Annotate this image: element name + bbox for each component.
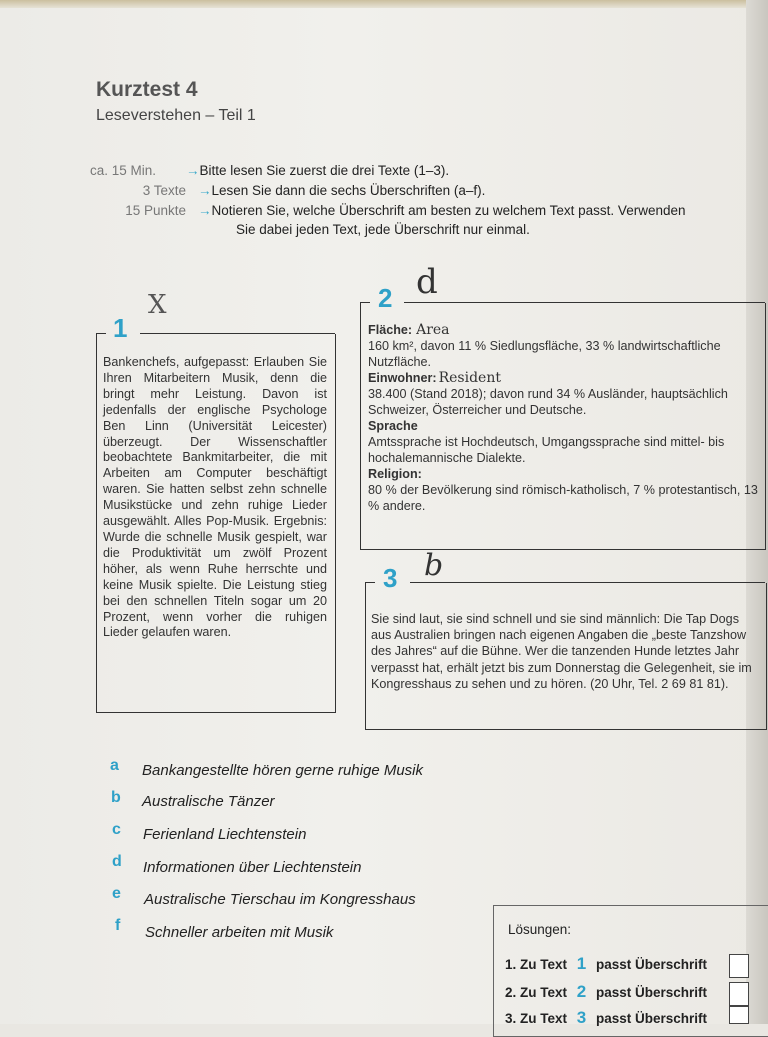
solution-suffix: passt Überschrift	[596, 1011, 708, 1026]
option-letter-e: e	[112, 885, 121, 902]
religion-heading: Religion:	[368, 467, 422, 481]
handwritten-note-area: Area	[416, 322, 450, 338]
solutions-title: Lösungen:	[508, 922, 572, 937]
text-1-top-line	[96, 333, 106, 334]
option-text-a: Bankangestellte hören gerne ruhige Musik	[142, 762, 424, 779]
instruction-label: 15 Punkte	[125, 203, 186, 218]
top-edge	[0, 0, 768, 8]
instruction-text: Lesen Sie dann die sechs Überschriften (a–f).	[211, 183, 486, 198]
solution-number: 2	[576, 982, 587, 1001]
sprache-text: Amtssprache ist Hochdeutsch, Umgangssprache sind mittel- bis hochalemannische Dialekte.	[368, 435, 725, 465]
solution-row-1	[505, 954, 707, 974]
instruction-row-2	[90, 183, 485, 198]
handwritten-mark-2: d	[416, 262, 438, 302]
handwritten-mark-1: X	[148, 290, 167, 320]
option-letter-b: b	[111, 789, 121, 806]
instruction-row-4	[236, 222, 530, 237]
page-title: Kurztest 4	[96, 78, 198, 101]
einwohner-text: 38.400 (Stand 2018); davon rund 34 % Ausländer, hauptsächlich Schweizer, Österreicher und Deutsche.	[368, 387, 728, 417]
solution-row-3	[505, 1008, 707, 1028]
einwohner-heading: Einwohner:	[368, 371, 437, 385]
flaeche-heading: Fläche:	[368, 323, 413, 337]
arrow-icon: →	[198, 203, 212, 218]
page-subtitle: Leseverstehen – Teil 1	[96, 107, 256, 124]
solution-suffix: passt Überschrift	[596, 985, 708, 1000]
option-letter-f: f	[115, 917, 121, 934]
instruction-label: 3 Texte	[142, 183, 186, 198]
option-letter-d: d	[112, 853, 122, 870]
option-text-e: Australische Tierschau im Kongresshaus	[144, 891, 416, 908]
text-3-top-line	[365, 582, 375, 583]
instruction-row-3	[90, 203, 685, 218]
text-2-top-line	[360, 302, 370, 303]
option-text-c: Ferienland Liechtenstein	[143, 826, 307, 843]
instruction-row-1	[90, 163, 449, 178]
text-1-top-line	[140, 333, 335, 334]
text-1-number: 1	[113, 313, 128, 343]
option-text-d: Informationen über Liechtenstein	[143, 859, 362, 876]
sprache-heading: Sprache	[368, 419, 418, 433]
option-letter-c: c	[112, 821, 121, 838]
answer-box-3[interactable]	[729, 1006, 749, 1024]
religion-text: 80 % der Bevölkerung sind römisch-katholisch, 7 % protestantisch, 13 % andere.	[368, 483, 758, 513]
handwritten-mark-3: b	[424, 548, 444, 583]
arrow-icon: →	[198, 183, 212, 198]
option-text-f: Schneller arbeiten mit Musik	[145, 924, 334, 941]
text-3-number: 3	[383, 563, 398, 593]
text-2-body	[368, 322, 758, 514]
option-letter-a: a	[110, 757, 119, 774]
text-2-number: 2	[378, 283, 393, 313]
arrow-icon: →	[186, 163, 200, 178]
solution-prefix: 2. Zu Text	[505, 985, 568, 1000]
solution-prefix: 3. Zu Text	[505, 1011, 568, 1026]
answer-box-1[interactable]	[729, 954, 749, 978]
instruction-text: Sie dabei jeden Text, jede Überschrift nur einmal.	[236, 222, 530, 237]
answer-box-2[interactable]	[729, 982, 749, 1006]
instruction-text: Bitte lesen Sie zuerst die drei Texte (1–3).	[199, 163, 450, 178]
flaeche-text: 160 km², davon 11 % Siedlungsfläche, 33 % landwirtschaftliche Nutzfläche.	[368, 339, 721, 369]
solution-prefix: 1. Zu Text	[505, 957, 568, 972]
instruction-text: Notieren Sie, welche Überschrift am besten zu welchem Text passt. Verwenden	[211, 203, 686, 218]
solution-suffix: passt Überschrift	[596, 957, 708, 972]
solution-number: 1	[576, 954, 587, 973]
handwritten-note-resident: Resident	[438, 370, 501, 386]
text-2-top-line	[404, 302, 765, 303]
option-text-b: Australische Tänzer	[142, 793, 275, 810]
solution-row-2	[505, 982, 707, 1002]
solution-number: 3	[576, 1008, 587, 1027]
text-3-top-line	[410, 582, 765, 583]
text-1-body: Bankenchefs, aufgepasst: Erlauben Sie Ihren Mitarbeitern Musik, denn die bringt mehr Leistung. Davon ist jedenfalls der englische Psychologe Ben Linn (Universität Leicester) überzeugt. Der Wissenschaftler beobachtete Bankmitarbeiter, die mit Arbeiten am Computer beschäftigt waren. Sie hatten selbst zehn schnelle Musikstücke und zehn ruhige Lieder ausgewählt. Alles Pop-Musik. Ergebnis: Wurde die schnelle Musik gespielt, war die Produktivität um zwölf Prozent höher, als wenn Ruhe herrschte und keine Musik spielte. Die Leistung stieg bei den schnellen Titeln sogar um 20 Prozent, wenn vorher die ruhigen Lieder gelaufen waren.	[103, 355, 327, 640]
text-3-body: Sie sind laut, sie sind schnell und sie sind männlich: Die Tap Dogs aus Australien bringen nach eigenen Angaben die „beste Tanzshow des Jahres“ auf die Bühne. Wer die tanzenden Hunde letztes Jahr verpasst hat, erhält jetzt bis zum Donnerstag die Gelegenheit, sie im Kongresshaus zu sehen und zu hören. (20 Uhr, Tel. 2 69 81 81).	[371, 612, 752, 691]
instruction-label: ca. 15 Min.	[90, 163, 157, 178]
